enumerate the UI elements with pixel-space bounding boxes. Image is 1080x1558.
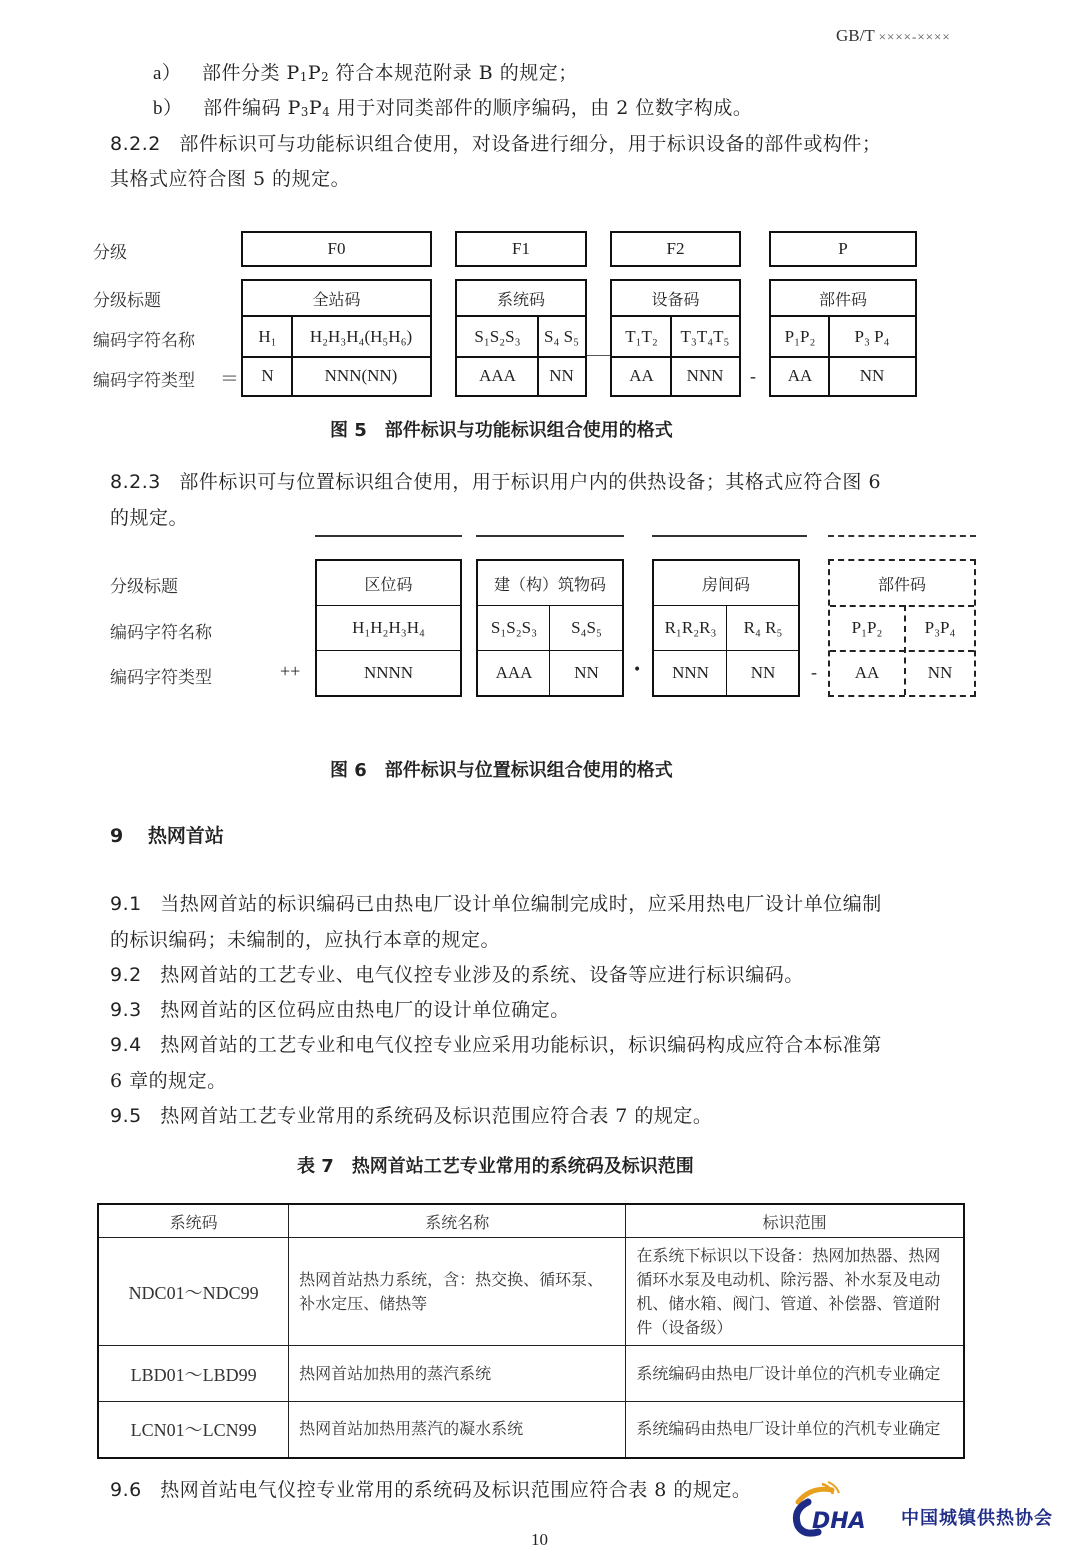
- clause-text: 热网首站的工艺专业、电气仪控专业涉及的系统、设备等应进行标识编码。: [160, 964, 804, 986]
- clause-8-2-3: [110, 467, 881, 494]
- section-9-heading: [110, 821, 224, 848]
- list-marker: b）: [153, 98, 183, 119]
- clause-text-continued: 的规定。: [110, 507, 189, 529]
- level-line: [476, 535, 624, 537]
- char-name-cell: S₄ S₅: [543, 326, 579, 346]
- cell-system-name: 热网首站热力系统，含：热交换、循环泵、补水定压、储热等: [289, 1238, 626, 1346]
- char-name-cell: P₁P₂: [851, 618, 883, 637]
- clause-text: 热网首站的区位码应由热电厂的设计单位确定。: [160, 999, 570, 1021]
- figure-6-caption: 图 6 部件标识与位置标识组合使用的格式: [330, 760, 673, 781]
- item-text: 部件编码 P: [203, 97, 301, 119]
- connector-line: [587, 355, 610, 356]
- row-label-char-name: 编码字符名称: [93, 331, 195, 351]
- char-name-cell: T₃T₄T₅: [680, 326, 730, 346]
- standard-number: ××××-××××: [878, 29, 951, 44]
- row-label-level-title: 分级标题: [93, 291, 161, 311]
- column-header-system-code: 系统码: [98, 1204, 289, 1238]
- row-label-level: 分级: [93, 243, 127, 263]
- cdha-logo-mark-icon: [786, 1480, 896, 1540]
- subscript: 3: [300, 104, 309, 119]
- row-label-char-type: 编码字符类型: [93, 371, 195, 391]
- clause-text: 热网首站工艺专业常用的系统码及标识范围应符合表 7 的规定。: [160, 1105, 713, 1127]
- group-box-building-code: [476, 559, 624, 697]
- group-title: 区位码: [364, 576, 413, 594]
- level-label: P: [838, 239, 848, 258]
- level-box-p: [769, 231, 917, 267]
- clause-number: 8.2.3: [110, 471, 161, 493]
- char-type-cell: AA: [854, 663, 880, 682]
- cell-scope: 系统编码由热电厂设计单位的汽机专业确定: [626, 1346, 964, 1402]
- char-name-cell: P₃P₄: [924, 618, 956, 637]
- level-line-dashed: [828, 535, 976, 537]
- group-box-room-code: [652, 559, 800, 697]
- figure-5-caption: 图 5 部件标识与功能标识组合使用的格式: [330, 420, 673, 441]
- clause-text: 部件标识可与位置标识组合使用，用于标识用户内的供热设备；其格式应符合图 6: [179, 471, 882, 493]
- cell-system-code: LBD01～LBD99: [98, 1346, 289, 1402]
- dash-separator: -: [811, 662, 817, 682]
- cell-system-name: 热网首站加热用的蒸汽系统: [289, 1346, 626, 1402]
- equals-prefix: ＝: [220, 368, 240, 390]
- char-type-cell: NN: [549, 366, 574, 385]
- clause-number: 9.1: [110, 893, 142, 915]
- char-name-cell: R₄ R₅: [743, 618, 783, 637]
- clause-number: 9.4: [110, 1034, 142, 1056]
- list-item-a: [153, 58, 578, 85]
- item-text: P: [308, 97, 323, 119]
- item-text: 用于对同类部件的顺序编码，由 2 位数字构成。: [330, 97, 753, 119]
- page-number: 10: [531, 1530, 548, 1549]
- clause-text: 部件标识可与功能标识组合使用，对设备进行细分，用于标识设备的部件或构件；: [179, 133, 882, 155]
- char-type-cell: NNN(NN): [324, 366, 398, 385]
- list-marker: a）: [153, 63, 182, 84]
- clause-text-continued: 6 章的规定。: [110, 1070, 227, 1092]
- cdha-logo: [786, 1480, 1066, 1540]
- table-7: [97, 1203, 965, 1459]
- clause-number: 8.2.2: [110, 133, 161, 155]
- document-header: [836, 26, 951, 46]
- subscript: 1: [299, 69, 308, 84]
- column-header-system-name: 系统名称: [289, 1204, 626, 1238]
- cell-scope: 系统编码由热电厂设计单位的汽机专业确定: [626, 1402, 964, 1458]
- level-line: [652, 535, 807, 537]
- table-row: [98, 1346, 964, 1402]
- clause-9-6: [110, 1475, 751, 1502]
- clause-number: 9.2: [110, 964, 142, 986]
- char-type-cell: NNNN: [363, 663, 414, 682]
- table-header-row: [98, 1204, 964, 1238]
- table-row: [98, 1402, 964, 1458]
- char-type-cell: AAA: [495, 663, 533, 682]
- group-box-part-code-dashed: [828, 559, 976, 697]
- section-number: 9: [110, 825, 124, 847]
- table-row: [98, 1238, 964, 1346]
- cell-system-name: 热网首站加热用蒸汽的凝水系统: [289, 1402, 626, 1458]
- cell-scope: 在系统下标识以下设备：热网加热器、热网循环水泵及电动机、除污器、补水泵及电动机、储水箱、阀门、管道、补偿器、管道附件（设备级）: [626, 1238, 964, 1346]
- clause-text: 热网首站的工艺专业和电气仪控专业应采用功能标识，标识编码构成应符合本标准第: [160, 1034, 882, 1056]
- clause-number: 9.5: [110, 1105, 142, 1127]
- cell-system-code: LCN01～LCN99: [98, 1402, 289, 1458]
- char-name-cell: H₁: [258, 326, 277, 346]
- group-title: 系统码: [496, 292, 545, 309]
- clause-text: 当热网首站的标识编码已由热电厂设计单位编制完成时，应采用热电厂设计单位编制: [160, 893, 882, 915]
- char-type-cell: NN: [927, 663, 953, 682]
- item-text: 部件分类 P: [201, 62, 300, 84]
- char-name-cell: S₄S₅: [571, 618, 602, 637]
- group-title: 设备码: [651, 292, 700, 309]
- clause-text-continued: 的标识编码；未编制的，应执行本章的规定。: [110, 929, 501, 951]
- char-name-cell: S₁S₂S₃: [474, 326, 521, 346]
- level-box-f0: [241, 231, 432, 267]
- group-title: 建（构）筑物码: [493, 576, 606, 594]
- clause-9-4: [110, 1030, 882, 1057]
- clause-9-5: [110, 1101, 712, 1128]
- level-box-f2: [610, 231, 741, 267]
- level-line: [315, 535, 462, 537]
- group-title: 全站码: [312, 292, 361, 309]
- table-7-caption: 表 7 热网首站工艺专业常用的系统码及标识范围: [297, 1156, 694, 1177]
- clause-text: 热网首站电气仪控专业常用的系统码及标识范围应符合表 8 的规定。: [160, 1479, 752, 1501]
- level-label: F0: [327, 239, 346, 258]
- group-box-station-code: [241, 279, 432, 397]
- group-title: 部件码: [818, 292, 867, 309]
- group-box-system-code: [455, 279, 587, 397]
- clause-9-3: [110, 995, 570, 1022]
- group-box-part-code: [769, 279, 917, 397]
- char-name-cell: S₁S₂S₃: [490, 618, 538, 637]
- subscript: 2: [321, 69, 330, 84]
- clause-9-2: [110, 960, 804, 987]
- cell-system-code: NDC01～NDC99: [98, 1238, 289, 1346]
- char-type-cell: NN: [859, 366, 885, 385]
- dash-separator: -: [750, 366, 756, 386]
- level-label: F2: [666, 239, 685, 258]
- char-type-cell: NN: [574, 663, 599, 682]
- clause-8-2-2: [110, 129, 881, 156]
- item-text: 符合本规范附录 B 的规定；: [329, 62, 578, 84]
- group-title: 部件码: [877, 576, 926, 594]
- clause-text-continued: 其格式应符合图 5 的规定。: [110, 168, 351, 190]
- level-box-f1: [455, 231, 587, 267]
- list-item-b: [153, 93, 752, 120]
- char-type-cell: NNN: [686, 366, 724, 385]
- org-name: 中国城镇供热协会: [901, 1508, 1053, 1529]
- column-header-scope: 标识范围: [626, 1204, 964, 1238]
- standard-code: GB/T: [836, 26, 875, 45]
- char-type-cell: NNN: [672, 663, 709, 682]
- clause-9-1: [110, 889, 882, 916]
- char-type-cell: AA: [629, 366, 654, 385]
- level-label: F1: [512, 239, 530, 258]
- clause-number: 9.6: [110, 1479, 142, 1501]
- row-label-char-type: 编码字符类型: [110, 668, 212, 688]
- char-name-cell: T₁T₂: [625, 326, 658, 346]
- group-box-device-code: [610, 279, 741, 397]
- item-text: P: [307, 62, 322, 84]
- char-name-cell: H₁H₂H₃H₄: [352, 618, 425, 637]
- section-title: 热网首站: [147, 825, 224, 847]
- svg-text:DHA: DHA: [812, 1509, 866, 1534]
- char-name-cell: P₁P₂: [784, 326, 816, 346]
- row-label-char-name: 编码字符名称: [110, 623, 212, 643]
- char-type-cell: N: [261, 366, 274, 385]
- group-title: 房间码: [701, 576, 750, 594]
- char-name-cell: P₃ P₄: [854, 326, 890, 346]
- char-name-cell: R₁R₂R₃: [664, 618, 717, 637]
- row-label-level-title: 分级标题: [110, 577, 178, 597]
- clause-number: 9.3: [110, 999, 142, 1021]
- group-box-location-code: [315, 559, 462, 697]
- char-name-cell: H₂H₃H₄(H₅H₆): [309, 326, 413, 346]
- plus-prefix: ++: [280, 661, 301, 681]
- char-type-cell: NN: [750, 663, 776, 682]
- subscript: 4: [322, 104, 331, 119]
- dot-separator: •: [633, 662, 642, 678]
- char-type-cell: AAA: [479, 366, 516, 385]
- char-type-cell: AA: [787, 366, 813, 385]
